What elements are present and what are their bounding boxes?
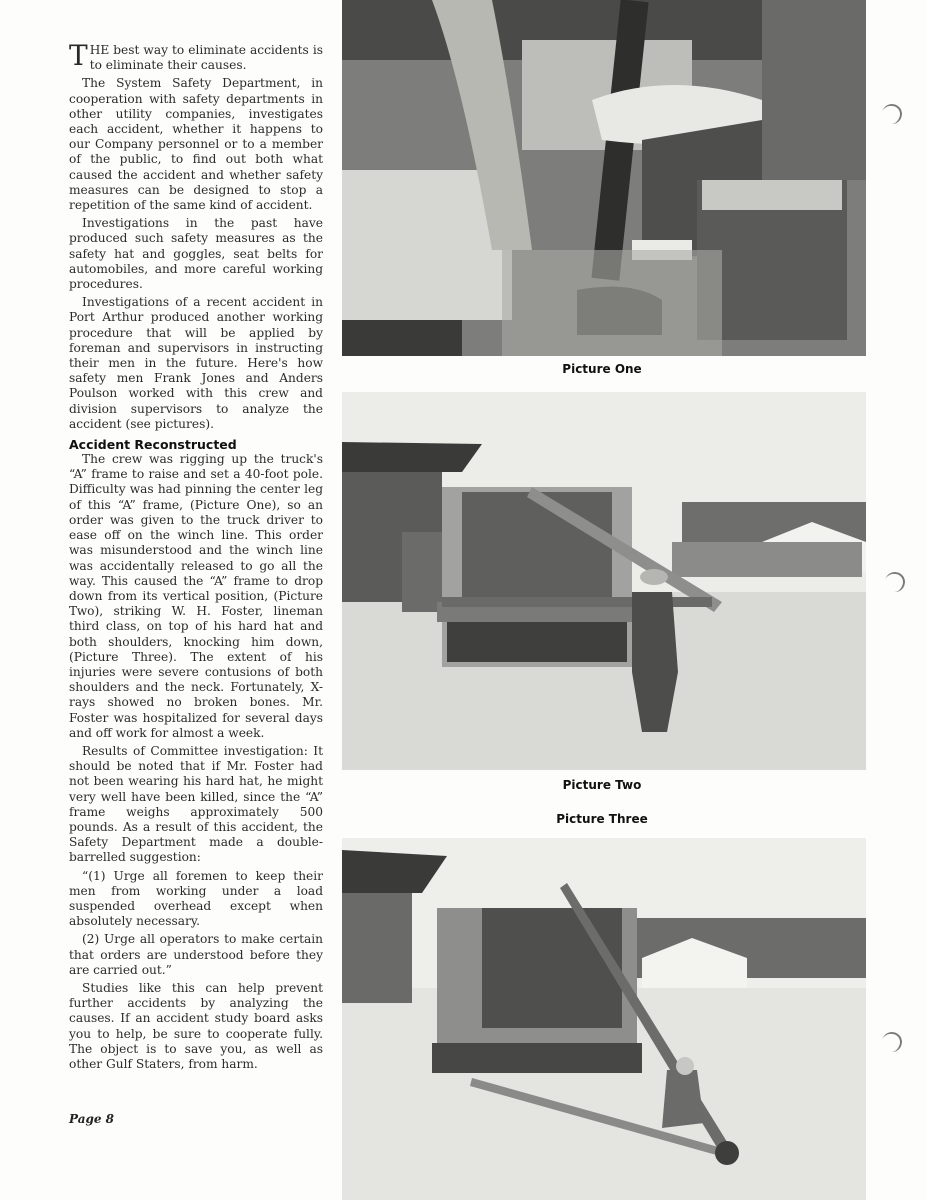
paragraph: The System Safety Department, in cooperation with safety departments in other utility companies, investigates each accident, whether it happens to our Company personnel or to a member of the public, to find out both what caused the accident and whether safety measures can be designed to stop a repetition of the same kind of accident.	[69, 76, 323, 213]
binder-hole-mark	[880, 1030, 903, 1053]
paragraph: The crew was rigging up the truck's “A” frame to raise and set a 40-foot pole. Difficulty was had pinning the center leg of this “A” frame, (Picture One), so an order was given to the truck driver to ease off on the winch line. This order was misunderstood and the winch line was accidentally released to go all the way. This caused the “A” frame to drop down from its vertical position, (Picture Two), striking W. H. Foster, lineman third class, on top of his hard hat and both shoulders, knocking him down, (Picture Three). The extent of his injuries were severe contusions of both shoulders and the neck. Fortunately, X-rays showed no broken bones. Mr. Foster was hospitalized for several days and off work for almost a week.	[69, 452, 323, 740]
paragraph: Investigations of a recent accident in Port Arthur produced another working procedure that will be applied by foreman and supervisors in instructing their men in the future. Here's how safety men Frank Jones and Anders Poulson worked with this crew and division supervisors to analyze the accident (see pictures).	[69, 295, 323, 431]
binder-hole-mark	[883, 570, 906, 593]
page-number: Page 8	[69, 1112, 115, 1126]
paragraph: “(1) Urge all foremen to keep their men from working under a load suspended overhead except when absolutely necessary.	[69, 868, 323, 929]
a-frame-dropping-image	[342, 392, 866, 770]
photo-picture-three	[342, 838, 866, 1200]
paragraph: (2) Urge all operators to make certain that orders are understood before they are carried out.”	[69, 932, 323, 977]
paragraph: Results of Committee investigation: It should be noted that if Mr. Foster had not been wearing his hard hat, he might very well have been killed, since the “A” frame weighs approximately 500 pounds. As a result of this accident, the Safety Department made a double-barrelled suggestion:	[69, 743, 323, 865]
a-frame-fallen-image	[342, 838, 866, 1200]
caption-picture-two: Picture Two	[562, 778, 642, 792]
paragraph: Studies like this can help prevent further accidents by analyzing the causes. If an accident study board asks you to help, be sure to cooperate fully. The object is to save you, as well as other Gulf Staters, from harm.	[69, 980, 323, 1071]
photo-picture-two	[342, 392, 866, 770]
caption-picture-three: Picture Three	[556, 812, 648, 826]
intro-paragraph: THE best way to eliminate accidents is to eliminate their causes.	[69, 39, 323, 73]
photo-picture-one	[342, 0, 866, 356]
truck-interior-image	[342, 0, 866, 356]
binder-hole-mark	[880, 102, 903, 125]
article-column	[69, 39, 323, 1072]
drop-cap: T	[69, 39, 88, 72]
caption-picture-one: Picture One	[562, 362, 642, 376]
section-heading: Accident Reconstructed	[69, 437, 237, 453]
paragraph: Investigations in the past have produced such safety measures as the safety hat and goggles, seat belts for automobiles, and more careful working procedures.	[69, 216, 323, 292]
